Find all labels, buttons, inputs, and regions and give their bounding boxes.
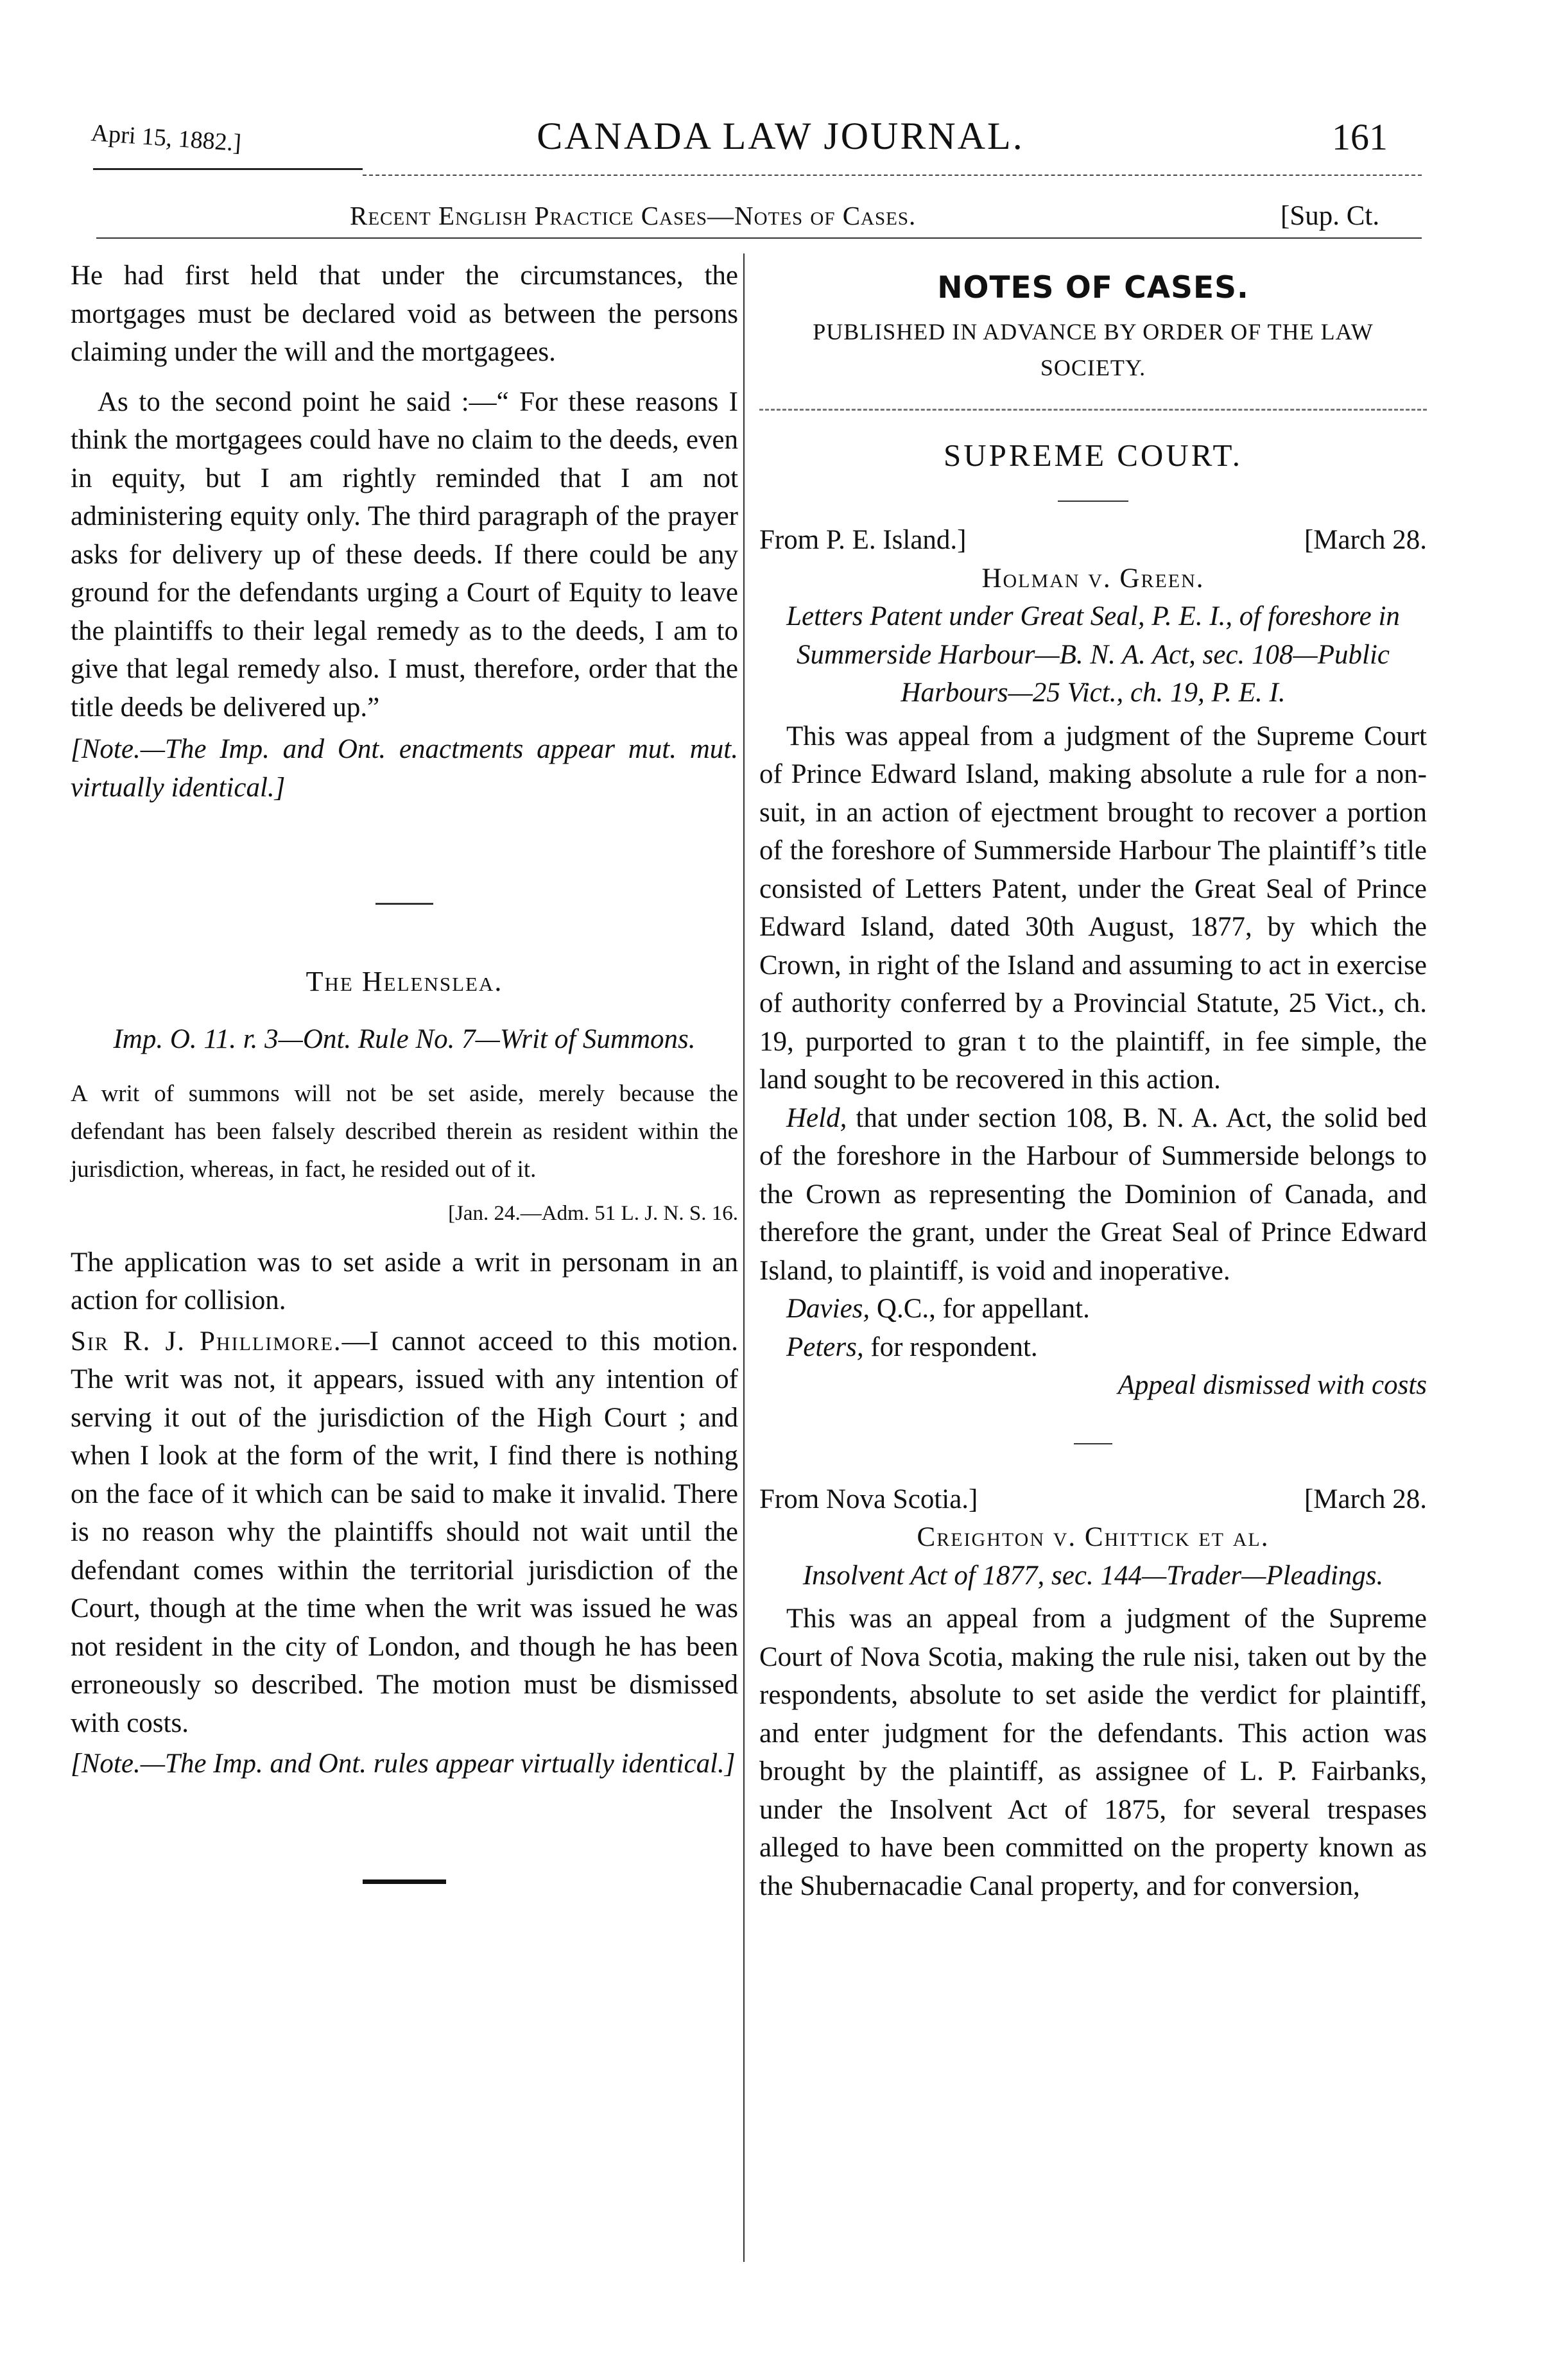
case1-result: Appeal dismissed with costs [1117, 1370, 1427, 1400]
section-separator [375, 903, 433, 905]
supreme-court-heading: SUPREME COURT. [944, 438, 1243, 473]
column-divider [743, 253, 745, 2262]
case1-origin-row [759, 521, 1427, 560]
case-title-helenslea: The Helenslea. [306, 966, 503, 997]
second-point-paragraph: As to the second point he said :—“ For these reasons I think the mortgagees could have no claim to the deeds, even in equity, but I am rightly reminded that I am not administering equity only. The third paragraph of the prayer asks for delivery up of these deeds. If there could be any ground for the defendants urging a Court of Equity to leave the plaintiffs to their legal remedy as to the deeds, I am to give that legal remedy also. I must, therefore, order that the title deeds be delivered up.” [71, 386, 738, 723]
left-column [71, 257, 738, 1884]
case2-origin-row [759, 1480, 1427, 1519]
opening-paragraph: He had first held that under the circumstances, the mortgages must be declared void as between the persons claiming under the will and the mortgagees. [71, 261, 738, 367]
case1-counsel-1-name: Davies, [786, 1294, 870, 1324]
section-title: Recent English Practice Cases—Notes of Cases. [350, 201, 917, 230]
case1-title: Holman v. Green. [981, 563, 1205, 594]
court-tag: [Sup. Ct. [1281, 201, 1380, 231]
page-number: 161 [1332, 116, 1388, 158]
judge-name: Sir R. J. Phillimore. [71, 1326, 342, 1357]
case2-citation: Insolvent Act of 1877, sec. 144—Trader—Pleadings. [802, 1560, 1384, 1591]
issue-date: Apri 15, 1882.] [90, 119, 243, 157]
header-rule-dashed [363, 175, 1422, 176]
right-column [759, 260, 1427, 1905]
subheader-rule [96, 237, 1422, 239]
headnote-citation: [Jan. 24.—Adm. 51 L. J. N. S. 16. [448, 1202, 738, 1225]
case1-held-text: that under section 108, B. N. A. Act, the solid bed of the foreshore in the Harbour of Summerside belongs to the Crown as representing the Dominion of Canada, and therefore the grant, under the Great Seal of Prince Edward Island, to plaintiff, is void and inoperative. [759, 1102, 1427, 1286]
case1-citation: Letters Patent under Great Seal, P. E. I., of foreshore in Summerside Harbour—B. N. A. Act, sec. 108—Public Harbours—25 Vict., ch. 19, P. E. I. [786, 601, 1400, 708]
case1-counsel-1-role: Q.C., for appellant. [876, 1294, 1090, 1324]
case1-date: [March 28. [1304, 525, 1427, 555]
case2-body: This was an appeal from a judgment of the Supreme Court of Nova Scotia, making the rule nisi, taken out by the respondents, absolute to set aside the verdict for plaintiff, and enter judgment for the defendants. This action was brought by the plaintiff, as assignee of L. P. Fairbanks, under the Insolvent Act of 1875, for several trespases alleged to have been committed on the property known as the Shubernacadie Canal property, and for conversion, [759, 1604, 1427, 1901]
case1-from: From P. E. Island.] [759, 525, 967, 555]
published-line: PUBLISHED IN ADVANCE BY ORDER OF THE LAW SOCIETY. [813, 319, 1374, 381]
end-separator [363, 1879, 446, 1884]
case2-from: From Nova Scotia.] [759, 1484, 978, 1514]
application-paragraph: The application was to set aside a writ in personam in an action for collision. [71, 1247, 738, 1315]
editor-note-2: [Note.—The Imp. and Ont. rules appear virtually identical.] [71, 1749, 736, 1779]
headnote: A writ of summons will not be set aside, merely because the defendant has been falsely described therein as resident within the jurisdiction, whereas, in fact, he resided out of it. [71, 1081, 738, 1183]
court-separator [1058, 501, 1128, 502]
editor-note-1: [Note.—The Imp. and Ont. enactments appear mut. mut. virtually identical.] [71, 734, 738, 803]
case-separator [1074, 1443, 1112, 1444]
journal-title: CANADA LAW JOURNAL. [537, 115, 1024, 157]
header-rule-left [93, 168, 363, 170]
case2-date: [March 28. [1304, 1484, 1427, 1514]
case1-body: This was appeal from a judgment of the Supreme Court of Prince Edward Island, making absolute a rule for a non-suit, in an action of ejectment brought to recover a portion of the foreshore of Summerside Harbour The plaintiff’s title consisted of Letters Patent, under the Great Seal of Prince Edward Island, dated 30th August, 1877, by which the Crown, in right of the Island and assuming to act in exercise of authority conferred by a Provincial Statute, 25 Vict., ch. 19, purported to gran t to the plaintiff, in fee simple, the land sought to be recovered in this action. [759, 721, 1427, 1095]
case1-held-word: Held, [786, 1102, 847, 1133]
case2-title: Creighton v. Chittick et al. [917, 1522, 1270, 1552]
case1-counsel-2-role: for respondent. [870, 1331, 1038, 1362]
case1-counsel-2-name: Peters, [786, 1331, 864, 1362]
notes-of-cases-title: NOTES OF CASES. [937, 270, 1249, 305]
judgment-text: —I cannot acceed to this motion. The writ was not, it appears, issued with any intention of serving it out of the jurisdiction of the High Court ; and when I look at the form of the writ, I find there is nothing on the face of it which can be said to make it invalid. There is no reason why the plaintiffs should not wait until the defendant comes within the territorial jurisdiction of the Court, though at the time when the writ was issued he was not resident in the city of London, and though he has been erroneously so described. The motion must be dismissed with costs. [71, 1326, 738, 1738]
case-citation-helenslea: Imp. O. 11. r. 3—Ont. Rule No. 7—Writ of Summons. [113, 1023, 696, 1054]
dashed-rule [759, 409, 1427, 411]
